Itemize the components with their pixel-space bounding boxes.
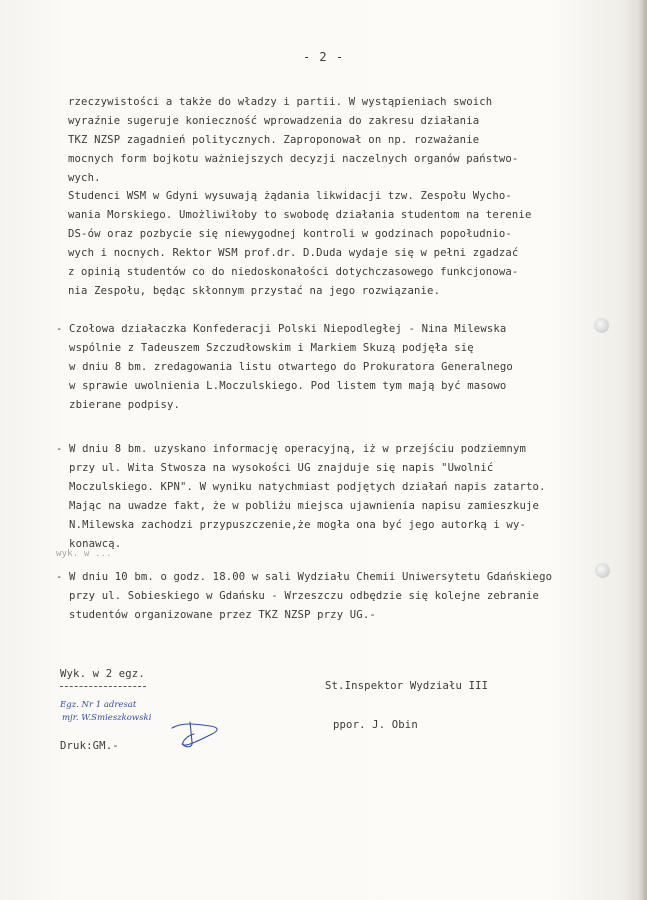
text-line: z opinią studentów co do niedoskonałości dotychczasowego funkcjonowa-: [68, 266, 519, 278]
page-number: - 2 -: [302, 50, 345, 64]
text-line: nia Zespołu, będąc skłonnym przystać na jego rozwiązanie.: [68, 285, 441, 297]
text-line: wych i nocnych. Rektor WSM prof.dr. D.Duda wydaje się w pełni zgadzać: [68, 247, 519, 259]
underline: [60, 686, 146, 687]
text-line: przy ul. Wita Stwosza na wysokości UG znajduje się napis "Uwolnić: [56, 462, 494, 474]
text-line: wspólnie z Tadeuszem Szczudłowskim i Markiem Skuzą podjęła się: [56, 342, 474, 354]
signatory-title: St.Inspektor Wydziału III: [325, 680, 489, 692]
text-line: w sprawie uwolnienia L.Moczulskiego. Pod listem tym mają być masowo: [56, 380, 507, 392]
text-line: zbierane podpisy.: [56, 399, 181, 411]
punch-hole: [594, 318, 609, 333]
text-line: przy ul. Sobieskiego w Gdańsku - Wrzeszczu odbędzie się kolejne zebranie: [56, 590, 540, 602]
text-line: wyraźnie sugeruje konieczność wprowadzenia do zakresu działania: [68, 115, 480, 127]
handwritten-signature: [170, 718, 222, 750]
text-line: wania Morskiego. Umożliwiłoby to swobodę działania studentom na terenie: [68, 209, 532, 221]
text-line: Studenci WSM w Gdyni wysuwają żądania likwidacji tzw. Zespołu Wycho-: [68, 190, 512, 202]
text-line: N.Milewska zachodzi przypuszczenie,że mogła ona być jego autorką i wy-: [56, 519, 527, 531]
print-note: Druk:GM.-: [60, 740, 119, 752]
text-line: studentów organizowane przez TKZ NZSP przy UG.-: [56, 609, 376, 621]
text-line: konawcą.: [56, 538, 122, 550]
text-line: - Czołowa działaczka Konfederacji Polski Niepodległej - Nina Milewska: [56, 323, 507, 335]
punch-hole: [595, 563, 610, 578]
text-line: Mając na uwadze fakt, że w pobliżu miejsca ujawnienia napisu zamieszkuje: [56, 500, 540, 512]
text-line: Moczulskiego. KPN". W wyniku natychmiast podjętych działań napis zatarto.: [56, 481, 546, 493]
text-line: wych.: [68, 172, 101, 184]
faint-stamp: wyk. w ...: [56, 549, 112, 559]
text-line: DS-ów oraz pozbycie się niewygodnej kontroli w godzinach popołudnio-: [68, 228, 512, 240]
text-line: - W dniu 8 bm. uzyskano informację operacyjną, iż w przejściu podziemnym: [56, 443, 527, 455]
handwritten-note: Egz. Nr 1 adresat: [60, 700, 137, 710]
text-line: mocnych form bojkotu ważniejszych decyzji naczelnych organów państwo-: [68, 153, 519, 165]
copies-note: Wyk. w 2 egz.: [60, 668, 145, 680]
text-line: - W dniu 10 bm. o godz. 18.00 w sali Wydziału Chemii Uniwersytetu Gdańskiego: [56, 571, 553, 583]
paper-edge-shadow: [639, 0, 647, 900]
text-line: rzeczywistości a także do władzy i partii. W wystąpieniach swoich: [68, 96, 493, 108]
signatory-name: ppor. J. Obin: [333, 719, 418, 731]
text-line: TKZ NZSP zagadnień politycznych. Zaproponował on np. rozważanie: [68, 134, 480, 146]
text-line: w dniu 8 bm. zredagowania listu otwartego do Prokuratora Generalnego: [56, 361, 513, 373]
handwritten-note: mjr. W.Smieszkowski: [62, 713, 152, 723]
